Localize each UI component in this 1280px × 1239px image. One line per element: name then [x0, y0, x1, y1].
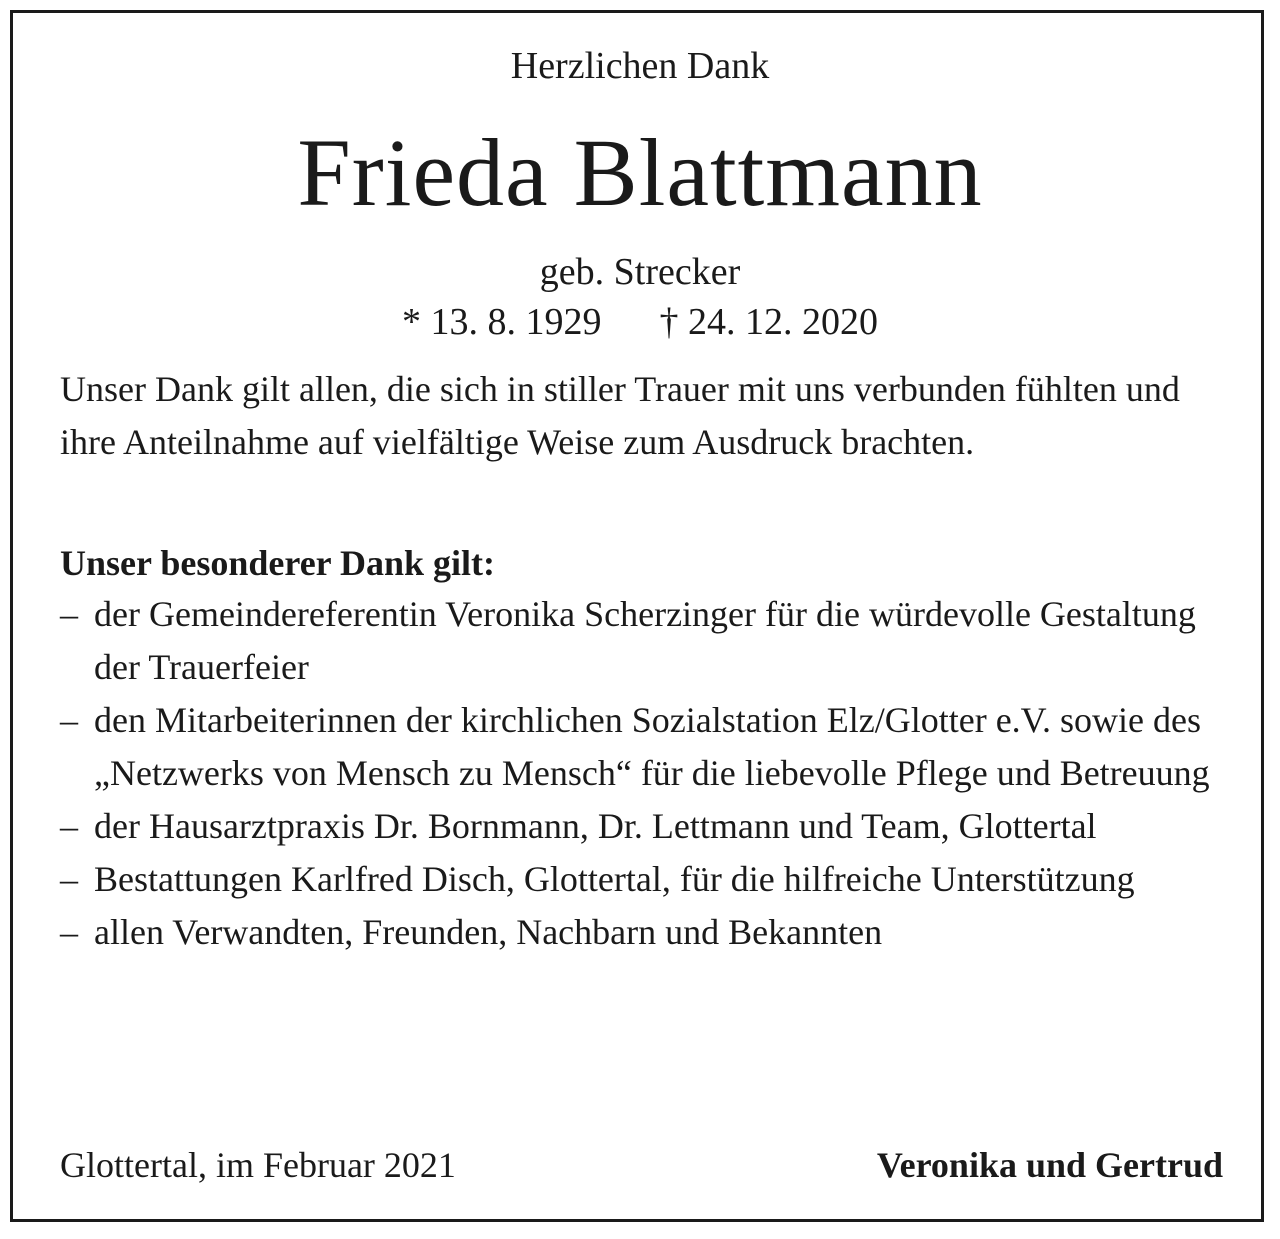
signatories: Veronika und Gertrud	[876, 1145, 1223, 1185]
thanks-list	[60, 588, 1220, 959]
list-item: – der Gemeindereferentin Veronika Scherzinger für die würdevolle Gestaltung der Trauerfeier	[60, 588, 1220, 694]
list-item: – den Mitarbeiterinnen der kirchlichen Sozialstation Elz/Glotter e.V. sowie des „Netzwerks von Mensch zu Mensch“ für die liebevolle Pflege und Betreuung	[60, 694, 1220, 800]
birth-date: * 13. 8. 1929	[402, 301, 602, 343]
life-dates	[0, 298, 1280, 346]
list-item: – der Hausarztpraxis Dr. Bornmann, Dr. Lettmann und Team, Glottertal	[60, 800, 1220, 853]
death-date: † 24. 12. 2020	[659, 301, 878, 343]
list-item: – allen Verwandten, Freunden, Nachbarn und Bekannten	[60, 906, 1220, 959]
intro-paragraph: Unser Dank gilt allen, die sich in stiller Trauer mit uns verbunden fühlten und ihre Anteilnahme auf vielfältige Weise zum Ausdruck brachten.	[60, 369, 1180, 462]
list-item: – Bestattungen Karlfred Disch, Glottertal, für die hilfreiche Unterstützung	[60, 853, 1220, 906]
deceased-name: Frieda Blattmann	[297, 119, 983, 226]
pre-title: Herzlichen Dank	[510, 45, 770, 87]
maiden-name: geb. Strecker	[539, 251, 741, 293]
place-and-date: Glottertal, im Februar 2021	[60, 1145, 456, 1185]
thanks-heading: Unser besonderer Dank gilt:	[60, 543, 496, 583]
